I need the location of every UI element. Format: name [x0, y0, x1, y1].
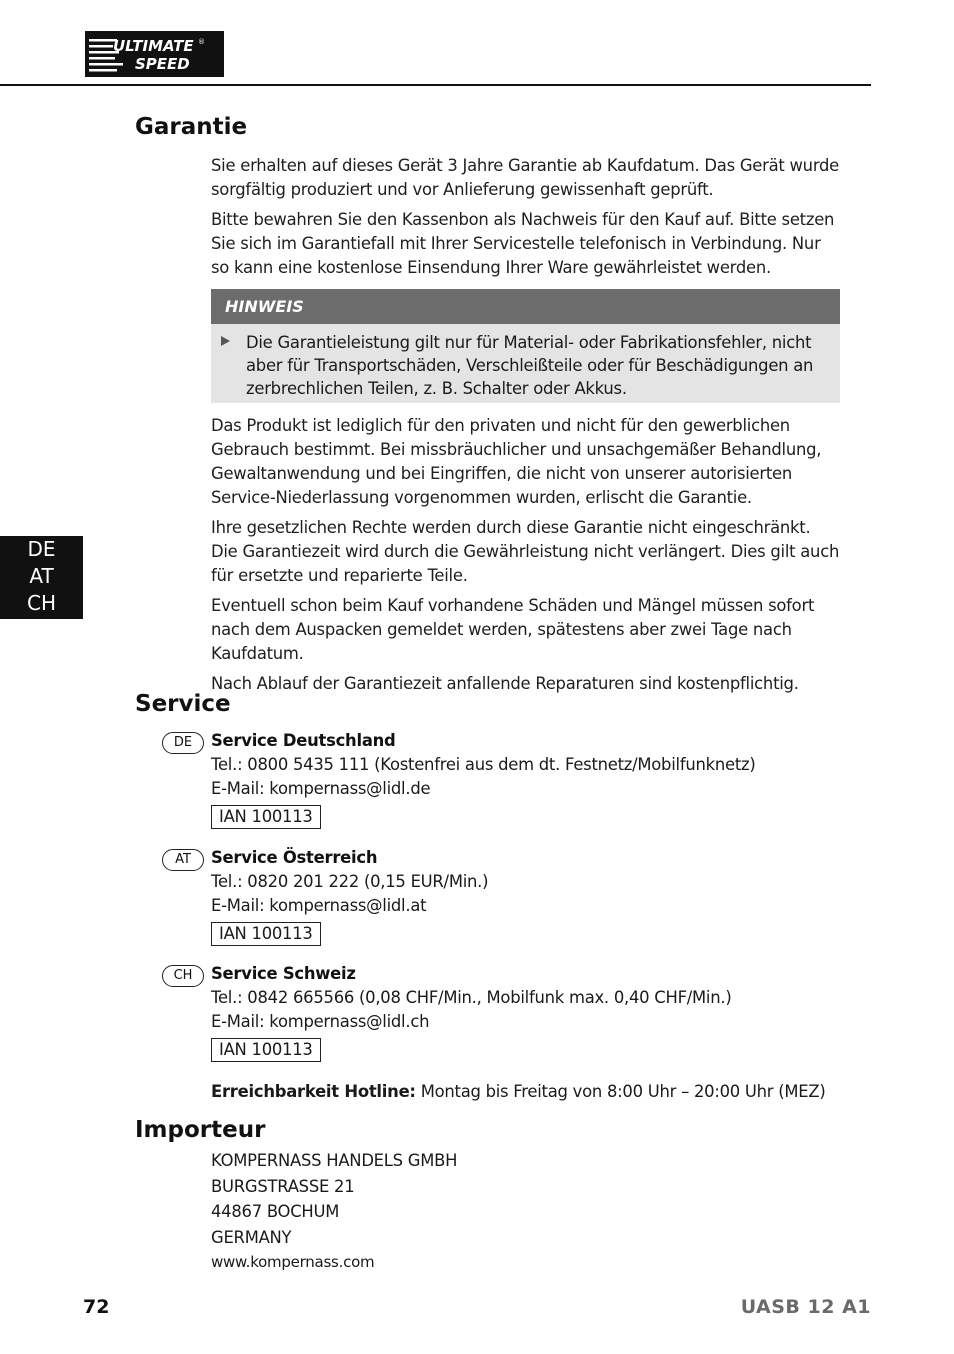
svg-text:®: ® [198, 38, 205, 46]
page-number: 72 [83, 1296, 110, 1318]
garantie-intro [211, 154, 841, 280]
garantie-paragraph-5: Eventuell schon beim Kauf vorhandene Schäden und Mängel müssen sofort nach dem Auspacken gemeldet werden, spätestens aber zwei Tage nach Kaufdatum. [211, 596, 815, 663]
ultimate-speed-logo [85, 31, 224, 77]
section-title-importeur: Importeur [135, 1117, 266, 1143]
ian-box-de: IAN 100113 [211, 805, 321, 829]
note-body [211, 324, 840, 400]
country-badge-ch: CH [162, 965, 204, 987]
svg-text:SPEED: SPEED [135, 55, 190, 73]
service-entry-at [211, 846, 488, 946]
service-email-at: E-Mail: kompernass@lidl.at [211, 896, 427, 915]
garantie-paragraph-6: Nach Ablauf der Garantiezeit anfallende Reparaturen sind kostenpflichtig. [211, 674, 799, 693]
importer-website: www.kompernass.com [211, 1253, 375, 1271]
service-tel-de: Tel.: 0800 5435 111 (Kostenfrei aus dem dt. Festnetz/Mobilfunknetz) [211, 755, 756, 774]
bullet-arrow-icon [221, 336, 230, 346]
garantie-details [211, 414, 841, 696]
hotline-availability [211, 1080, 826, 1104]
model-number: UASB 12 A1 [740, 1296, 871, 1318]
language-tab [0, 536, 83, 619]
garantie-paragraph-3: Das Produkt ist lediglich für den privaten und nicht für den gewerblichen Gebrauch bestimmt. Bei missbräuchlicher und unsachgemäßer Behandlung, Gewaltanwendung und bei Eingriffen, die nicht von unserer autorisierten Service-Niederlassung vorgenommen wurden, erlischt die Garantie. [211, 416, 822, 507]
garantie-paragraph-2: Bitte bewahren Sie den Kassenbon als Nachweis für den Kauf auf. Bitte setzen Sie sich im Garantiefall mit Ihrer Servicestelle telefonisch in Verbindung. Nur so kann eine kostenlose Einsendung Ihrer Ware gewährleistet werden. [211, 210, 835, 277]
ian-box-ch: IAN 100113 [211, 1038, 321, 1062]
service-tel-at: Tel.: 0820 201 222 (0,15 EUR/Min.) [211, 872, 489, 891]
service-entry-de [211, 729, 756, 829]
country-badge-de: DE [162, 732, 204, 754]
lang-ch: CH [26, 591, 56, 615]
country-badge-at: AT [162, 849, 204, 871]
note-heading: HINWEIS [211, 289, 840, 324]
importer-country: GERMANY [211, 1227, 292, 1247]
note-text: Die Garantieleistung gilt nur für Material- oder Fabrikationsfehler, nicht aber für Transportschäden, Verschleißteile oder für Beschädigungen an zerbrechlichen Teilen, z. B. Schalter oder Akkus. [246, 333, 814, 398]
importer-company: KOMPERNASS HANDELS GMBH [211, 1151, 458, 1170]
service-title-at: Service Österreich [211, 848, 378, 867]
svg-text:ULTIMATE: ULTIMATE [113, 37, 194, 55]
hinweis-note-box [211, 289, 840, 403]
lang-at: AT [29, 564, 54, 588]
garantie-paragraph-1: Sie erhalten auf dieses Gerät 3 Jahre Garantie ab Kaufdatum. Das Gerät wurde sorgfältig produziert und vor Anlieferung gewissenhaft geprüft. [211, 156, 840, 199]
hotline-label: Erreichbarkeit Hotline: [211, 1082, 416, 1101]
importer-address [211, 1148, 457, 1276]
service-title-ch: Service Schweiz [211, 964, 356, 983]
lang-de: DE [27, 537, 56, 561]
service-email-ch: E-Mail: kompernass@lidl.ch [211, 1012, 430, 1031]
service-email-de: E-Mail: kompernass@lidl.de [211, 779, 431, 798]
importer-street: BURGSTRASSE 21 [211, 1176, 355, 1196]
service-entry-ch [211, 962, 731, 1062]
hotline-text: Montag bis Freitag von 8:00 Uhr – 20:00 Uhr (MEZ) [415, 1082, 826, 1101]
ian-box-at: IAN 100113 [211, 922, 321, 946]
section-title-service: Service [135, 691, 231, 717]
service-title-de: Service Deutschland [211, 731, 396, 750]
header-rule [0, 84, 871, 86]
service-tel-ch: Tel.: 0842 665566 (0,08 CHF/Min., Mobilfunk max. 0,40 CHF/Min.) [211, 988, 732, 1007]
importer-city: 44867 BOCHUM [211, 1202, 340, 1221]
section-title-garantie: Garantie [135, 114, 248, 140]
garantie-paragraph-4: Ihre gesetzlichen Rechte werden durch diese Garantie nicht eingeschränkt. Die Garantiezeit wird durch die Gewährleistung nicht verlängert. Dies gilt auch für ersetzte und reparierte Teile. [211, 518, 840, 585]
